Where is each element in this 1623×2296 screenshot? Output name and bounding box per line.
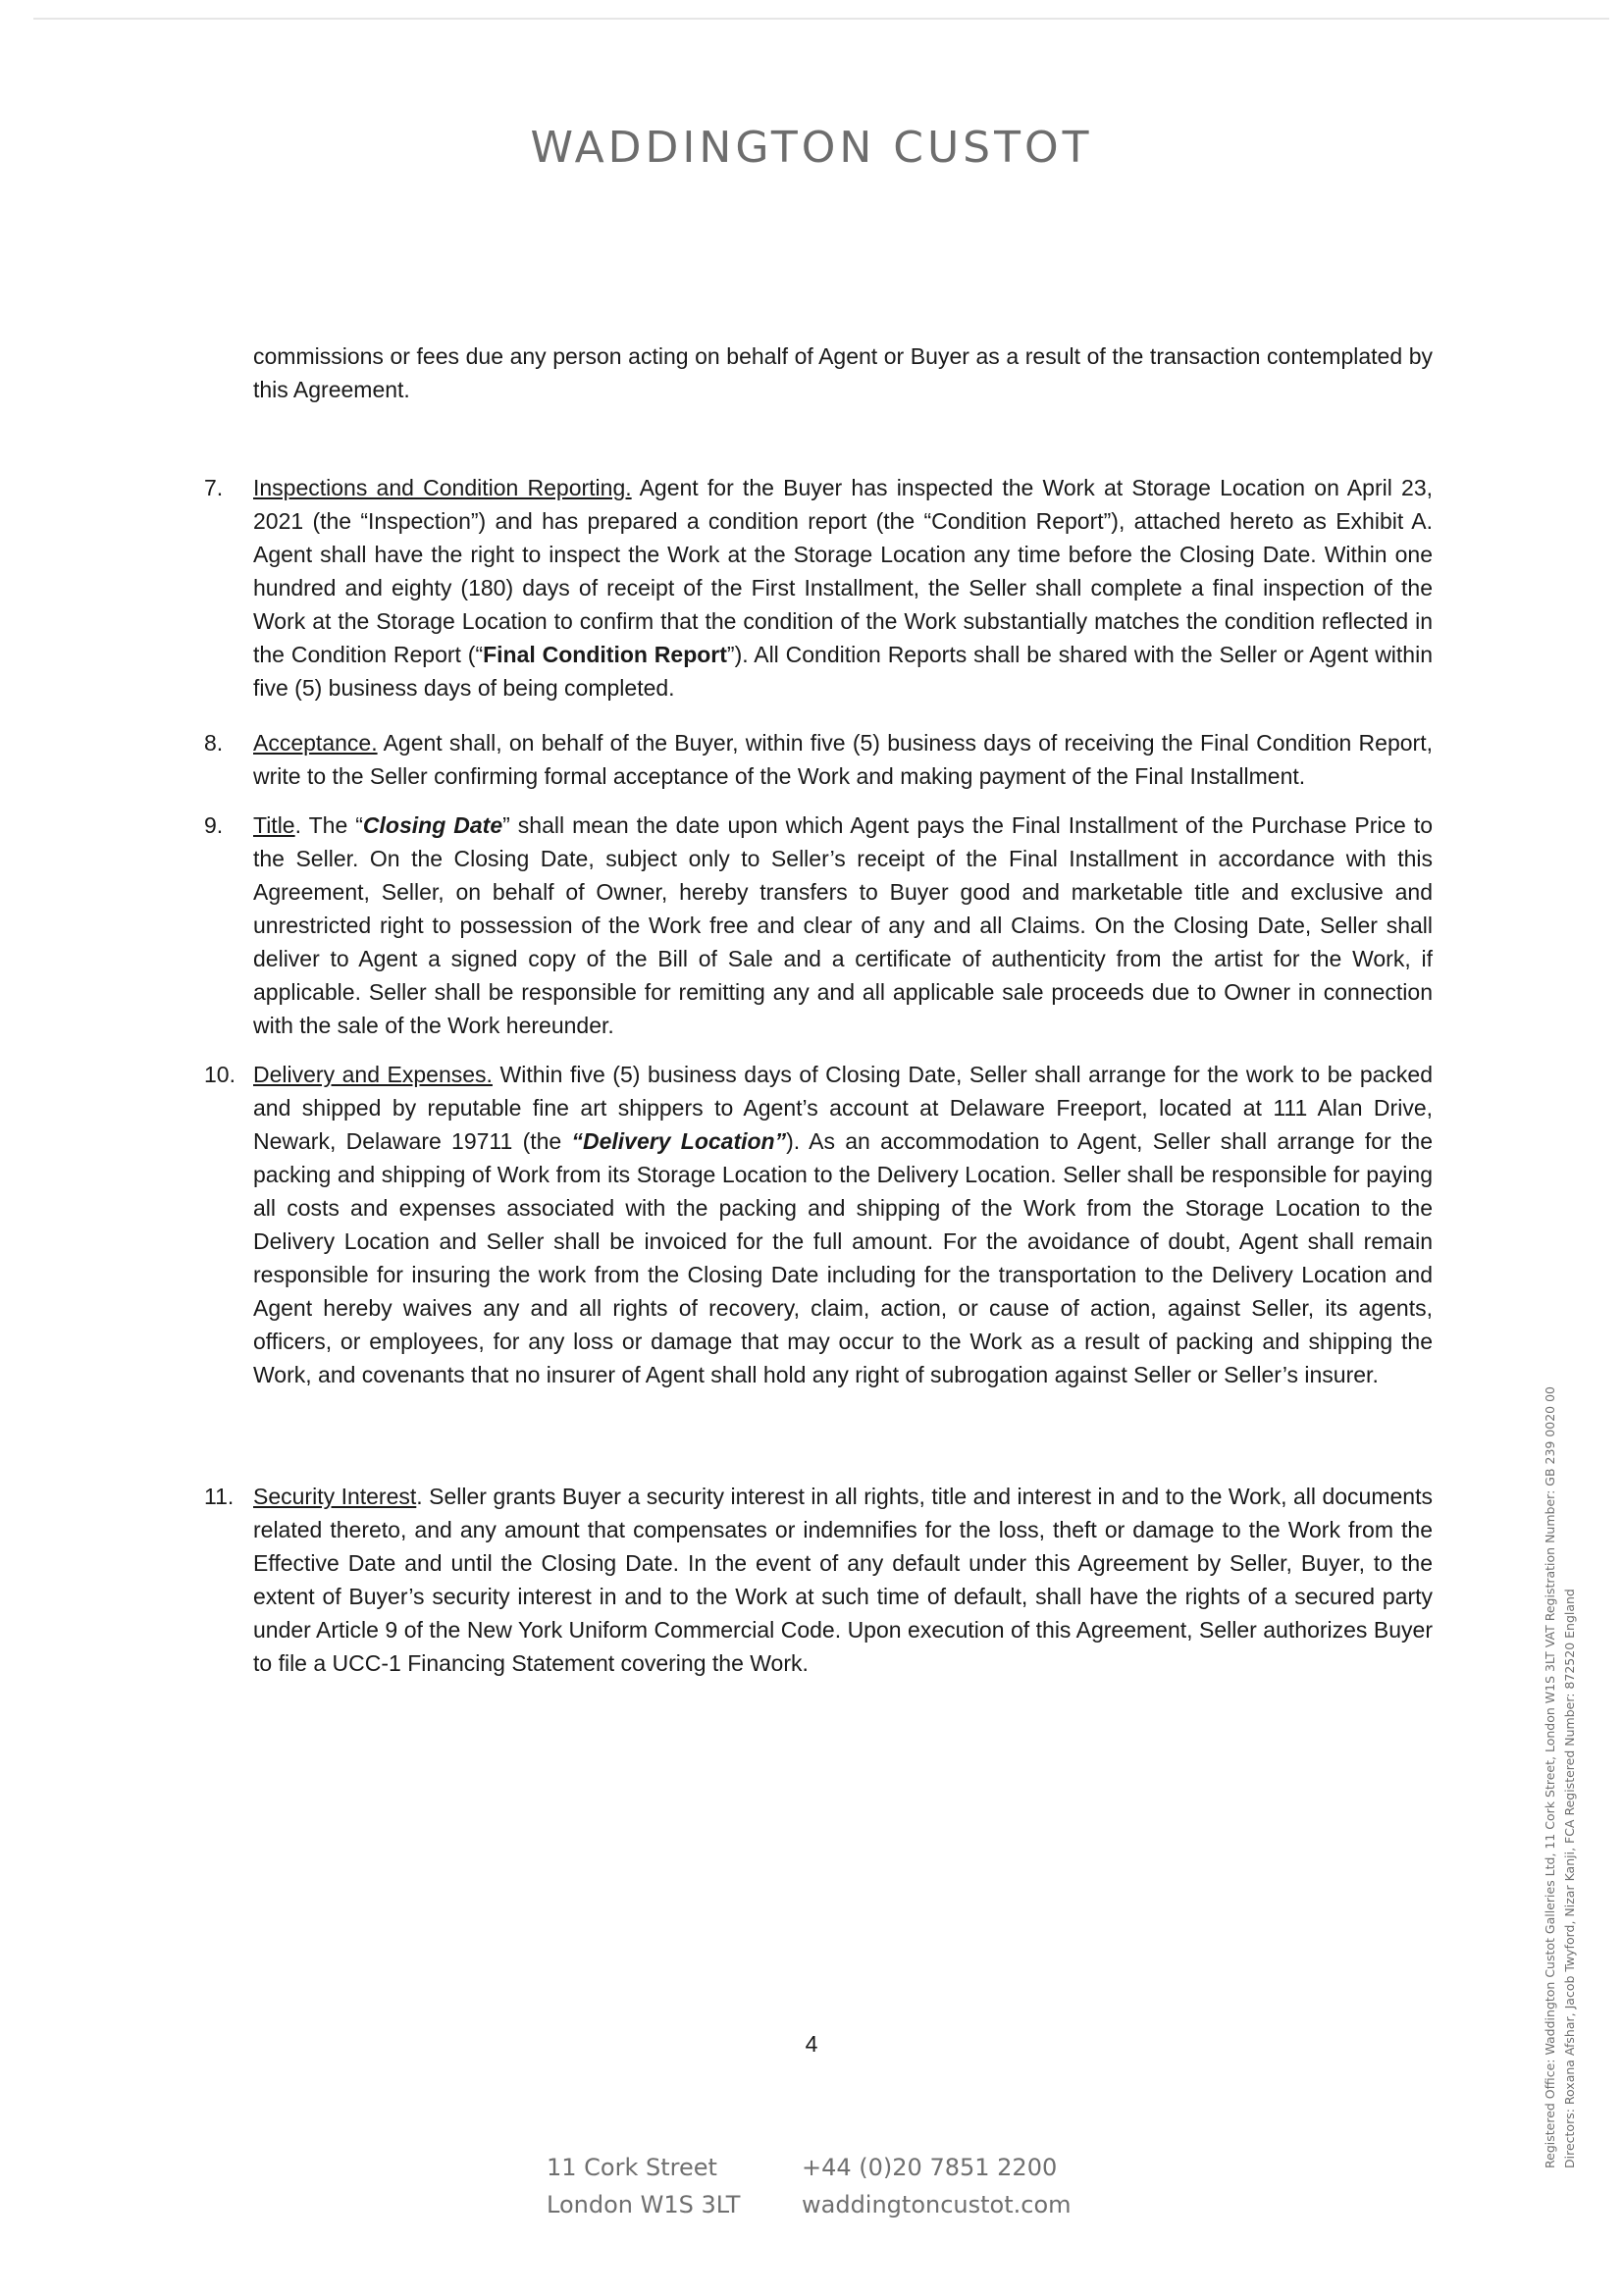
page-number: 4 bbox=[805, 2031, 818, 2057]
defined-term: Closing Date bbox=[362, 812, 503, 838]
clause-10 bbox=[204, 1058, 1434, 1391]
clause-text: Within five (5) business days of Closing Date, Seller shall arrange for the work to be packed and shipped by reputable fine art shippers to Agent’s account at Delaware Freeport, located at 111 Alan Drive, Newark, Delaware 19711 (the bbox=[253, 1062, 1434, 1154]
clause-heading: Title bbox=[253, 812, 295, 838]
clause-11 bbox=[204, 1480, 1433, 1680]
clause-text: . The “ bbox=[294, 812, 363, 838]
footer-address-line: 11 Cork Street bbox=[547, 2154, 717, 2181]
clause-text: Agent shall, on behalf of the Buyer, within five (5) business days of receiving the Final Condition Report, write to the Seller confirming formal acceptance of the Work and making payment of the Final Installment. bbox=[253, 730, 1433, 789]
top-rule bbox=[33, 18, 1609, 20]
clause-text: Agent for the Buyer has inspected the Work at Storage Location on April 23, 2021 (the “Inspection”) and has prepared a condition report (the “Condition Report”), attached hereto as Exhibit A. Agent shall have the right to inspect the Work at the Storage Location any time before the Closing Date. Within one hundred and eighty (180) days of receipt of the First Installment, the Seller shall complete a final inspection of the Work at the Storage Location to confirm that the condition of the Work substantially matches the condition reflected in the Condition Report (“ bbox=[253, 475, 1434, 667]
letterhead-brand: WADDINGTON CUSTOT bbox=[530, 123, 1093, 173]
clause-number: 10. bbox=[204, 1062, 236, 1087]
clause-heading: Delivery and Expenses. bbox=[253, 1062, 493, 1087]
side-text-line: Registered Office: Waddington Custot Galleries Ltd, 11 Cork Street, London W1S 3LT VAT Registration Number: GB 239 0020 00 bbox=[1543, 1385, 1557, 2168]
footer-contact bbox=[802, 2149, 1072, 2223]
footer-address bbox=[547, 2149, 740, 2223]
clause-9 bbox=[204, 809, 1433, 1042]
footer-website: waddingtoncustot.com bbox=[802, 2191, 1072, 2218]
clause-number: 8. bbox=[204, 730, 224, 756]
side-text-line: Directors: Roxana Afshar, Jacob Twyford, Nizar Kanji, FCA Registered Number: 872520 England bbox=[1562, 1589, 1577, 2168]
clause-text: ”). All Condition Reports shall be shared with the Seller or Agent within five (5) business days of being completed. bbox=[253, 642, 1433, 701]
clause-text: . Seller grants Buyer a security interest in all rights, title and interest in and to the Work, all documents related thereto, and any amount that compensates or indemnifies for the loss, theft or damage to the Work from the Effective Date and until the Closing Date. In the event of any default under this Agreement by Seller, Buyer, to the extent of Buyer’s security interest in and to the Work at such time of default, shall have the rights of a secured party under Article 9 of the New York Uniform Commercial Code. Upon execution of this Agreement, Seller authorizes Buyer to file a UCC-1 Financing Statement covering the Work. bbox=[253, 1484, 1433, 1676]
defined-term: Final Condition Report bbox=[483, 642, 727, 667]
clause-text: ” shall mean the date upon which Agent pays the Final Installment of the Purchase Price to the Seller. On the Closing Date, subject only to Seller’s receipt of the Final Installment in accordance with this Agreement, Seller, on behalf of Owner, hereby transfers to Buyer good and marketable title and exclusive and unrestricted right to possession of the Work free and clear of any and all Claims. On the Closing Date, Seller shall deliver to Agent a signed copy of the Bill of Sale and a certificate of authenticity from the artist for the Work, if applicable. Seller shall be responsible for remitting any and all applicable sale proceeds due to Owner in connection with the sale of the Work hereunder. bbox=[253, 812, 1433, 1038]
clause-text: ). As an accommodation to Agent, Seller shall arrange for the packing and shipping of Work from its Storage Location to the Delivery Location. Seller shall be responsible for paying all costs and expenses associated with the packing and shipping of the Work from the Storage Location to the Delivery Location and Seller shall be invoiced for the full amount. For the avoidance of doubt, Agent shall remain responsible for insuring the work from the Closing Date including for the transportation to the Delivery Location and Agent hereby waives any and all rights of recovery, claim, action, or cause of action, against Seller, its agents, officers, or employees, for any loss or damage that may occur to the Work as a result of packing and shipping the Work, and covenants that no insurer of Agent shall hold any right of subrogation against Seller or Seller’s insurer. bbox=[253, 1128, 1433, 1387]
clause-8 bbox=[204, 726, 1433, 793]
side-registration-text bbox=[1541, 1158, 1580, 2168]
clause-number: 11. bbox=[204, 1484, 235, 1509]
footer-phone: +44 (0)20 7851 2200 bbox=[802, 2154, 1058, 2181]
defined-term: “Delivery Location” bbox=[571, 1128, 787, 1154]
document-body bbox=[204, 339, 1434, 1680]
clause-7 bbox=[204, 471, 1434, 704]
clause-heading: Acceptance. bbox=[253, 730, 378, 756]
clause-heading: Security Interest bbox=[253, 1484, 417, 1509]
clause-number: 9. bbox=[204, 812, 224, 838]
footer-address-line: London W1S 3LT bbox=[547, 2191, 741, 2218]
clause-number: 7. bbox=[204, 475, 224, 500]
clause-heading: Inspections and Condition Reporting. bbox=[253, 475, 632, 500]
intro-paragraph: commissions or fees due any person acting on behalf of Agent or Buyer as a result of the transaction contemplated by this Agreement. bbox=[253, 343, 1433, 402]
